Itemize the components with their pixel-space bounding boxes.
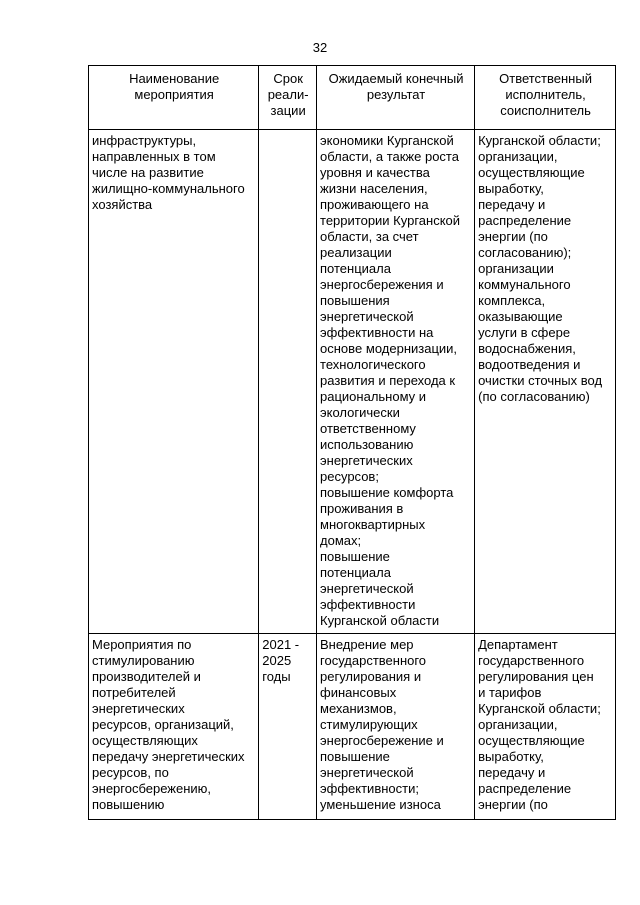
cell-result: экономики Курганской области, а также роста уровня и качества жизни населения, проживающего на территории Курганской области, за счет реализации потенциала энергосбережения и повышения энергетической эффективности на основe модернизации, технологического развития и перехода к рациональному и экологически ответственному использованию энергетических ресурсов; повышение комфорта проживания в многоквартирных домах; повышение потенциала энергетической эффективности Курганской области: [317, 130, 475, 634]
header-responsible: Ответственный исполнитель, соисполнитель: [475, 66, 616, 130]
cell-responsible: Курганской области; организации, осуществляющие выработку, передачу и распределение энергии (по согласованию); организации коммунального комплекса, оказывающие услуги в сфере водоснабжения, водоотведения и очистки сточных вод (по согласованию): [475, 130, 616, 634]
table-header-row: [89, 66, 616, 130]
cell-result: Внедрение мер государственного регулирования и финансовых механизмов, стимулирующих энергосбережение и повышение энергетической эффективности; уменьшение износа: [317, 634, 475, 820]
cell-responsible: Департамент государственного регулирования цен и тарифов Курганской области; организации, осуществляющие выработку, передачу и распределение энергии (по: [475, 634, 616, 820]
table-row: [89, 634, 616, 820]
cell-name: инфраструктуры, направленных в том числе на развитие жилищно-коммунального хозяйства: [89, 130, 259, 634]
measures-table: [88, 65, 616, 820]
cell-term: [259, 130, 317, 634]
table-row: [89, 130, 616, 634]
cell-term: 2021 - 2025 годы: [259, 634, 317, 820]
page-number: 32: [312, 40, 328, 55]
cell-name: Мероприятия по стимулированию производителей и потребителей энергетических ресурсов, организаций, осуществляющих передачу энергетических ресурсов, по энергосбережению, повышению: [89, 634, 259, 820]
header-result: Ожидаемый конечный результат: [317, 66, 475, 130]
header-term: Срок реали- зации: [259, 66, 317, 130]
header-name: Наименование мероприятия: [89, 66, 259, 130]
